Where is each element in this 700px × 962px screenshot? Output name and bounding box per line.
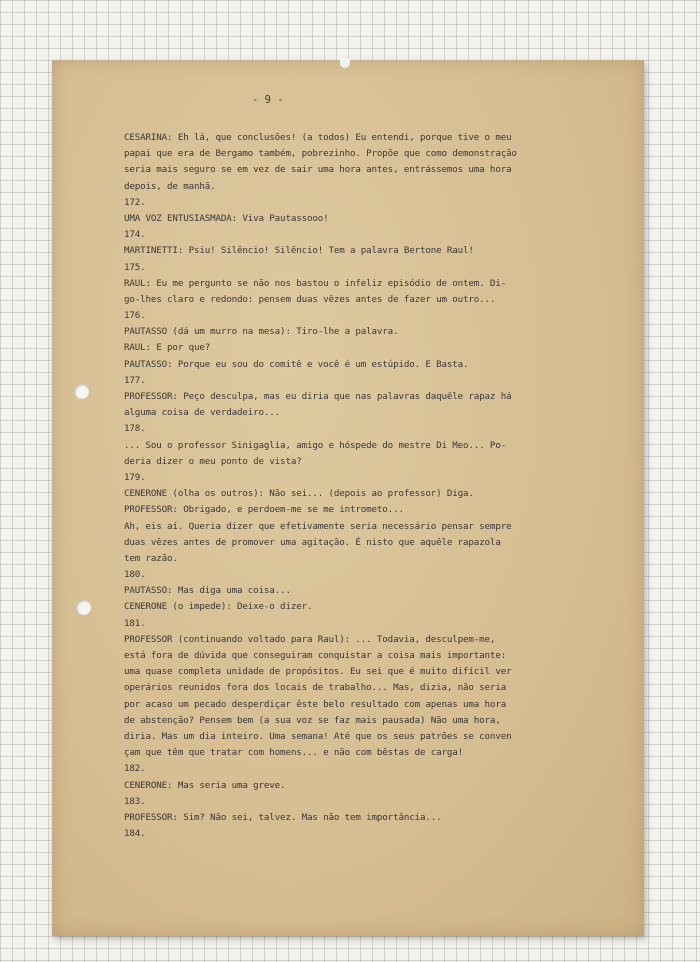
- text-line: depois, de manhã.: [124, 180, 216, 192]
- text-line: por acaso um pecado desperdiçar êste belo resultado com apenas uma hora: [124, 698, 507, 710]
- scene-number: 181.: [124, 617, 146, 629]
- text-line: Ah, eis aí. Queria dizer que efetivamente seria necessário pensar sempre: [124, 520, 512, 532]
- scene-number: 183.: [124, 795, 146, 807]
- scene-number: 175.: [124, 261, 146, 273]
- text-line: çam que têm que tratar com homens... e não com bêstas de carga!: [124, 747, 464, 759]
- text-line: de abstenção? Pensem bem (a sua voz se faz mais pausada) Não uma hora,: [124, 714, 501, 726]
- scene-number: 177.: [124, 374, 146, 386]
- text-line: PROFESSOR (continuando voltado para Raul): ... Todavia, desculpem-me,: [124, 633, 496, 645]
- text-line: CESARINA: Eh lá, que conclusões! (a todos) Eu entendi, porque tive o meu: [124, 132, 512, 143]
- text-line: seria mais seguro se em vez de sair uma hora antes, entrássemos uma hora: [124, 164, 512, 176]
- text-line: RAUL: E por que?: [124, 342, 211, 354]
- scene-number: 178.: [124, 423, 146, 435]
- scene-number: 174.: [124, 229, 146, 241]
- text-line: PAUTASSO: Porque eu sou do comitê e você é um estúpido. E Basta.: [124, 358, 469, 370]
- text-line: CENERONE (olha os outros): Não sei... (depois ao professor) Diga.: [124, 488, 474, 500]
- text-line: tem razão.: [124, 552, 178, 564]
- scene-number: 184.: [124, 828, 146, 840]
- text-line: CENERONE (o impede): Deixe-o dizer.: [124, 601, 313, 613]
- text-line: ... Sou o professor Sinigaglia, amigo e hóspede do mestre Di Meo... Po-: [124, 439, 507, 451]
- typed-document-page: [52, 60, 644, 936]
- text-line: PROFESSOR: Sim? Não sei, talvez. Mas não tem importância...: [124, 811, 442, 823]
- scene-number: 180.: [124, 569, 146, 581]
- scene-number: 172.: [124, 196, 146, 208]
- scene-number: 176.: [124, 310, 146, 322]
- text-line: UMA VOZ ENTUSIASMADA: Viva Pautassooo!: [124, 212, 329, 224]
- punch-hole: [76, 600, 91, 615]
- text-line: operários reunidos fora dos locais de trabalho... Mas, dizia, não seria: [124, 682, 507, 694]
- text-line: está fora de dúvida que conseguiram conquistar a coisa mais importante:: [124, 650, 507, 661]
- text-line: CENERONE: Mas seria uma greve.: [124, 779, 286, 791]
- text-line: papai que era de Bergamo também, pobrezinho. Propõe que como demonstração: [124, 148, 517, 160]
- scene-number: 179.: [124, 471, 146, 483]
- text-line: deria dizer o meu ponto de vista?: [124, 455, 302, 467]
- scene-number: 182.: [124, 763, 146, 775]
- page-number: - 9 -: [252, 94, 284, 106]
- text-line: PROFESSOR: Peço desculpa, mas eu diria que nas palavras daquêle rapaz há: [124, 391, 512, 402]
- text-line: go-lhes claro e redondo: pensem duas vêzes antes de fazer um outro...: [124, 293, 496, 305]
- text-line: uma quase completa unidade de propósitos. Eu sei que é muito difícil ver: [124, 666, 512, 678]
- text-line: diria. Mas um dia inteiro. Uma semana! Até que os seus patrões se conven: [124, 730, 512, 742]
- text-line: MARTINETTI: Psiu! Silêncio! Silêncio! Tem a palavra Bertone Raul!: [124, 245, 474, 257]
- paper-tear: [340, 58, 350, 68]
- text-line: PAUTASSO: Mas diga uma coisa...: [124, 585, 291, 597]
- punch-hole: [74, 384, 89, 399]
- text-line: RAUL: Eu me pergunto se não nos bastou o infeliz episódio de ontem. Di-: [124, 277, 507, 289]
- text-line: duas vêzes antes de promover uma agitação. É nisto que aquêle rapazola: [124, 536, 501, 548]
- text-line: PROFESSOR: Obrigado, e perdoem-me se me intrometo...: [124, 504, 404, 516]
- text-line: PAUTASSO (dá um murro na mesa): Tiro-lhe a palavra.: [124, 326, 399, 338]
- script-text-body: [124, 130, 624, 842]
- text-line: alguma coisa de verdadeiro...: [124, 407, 281, 419]
